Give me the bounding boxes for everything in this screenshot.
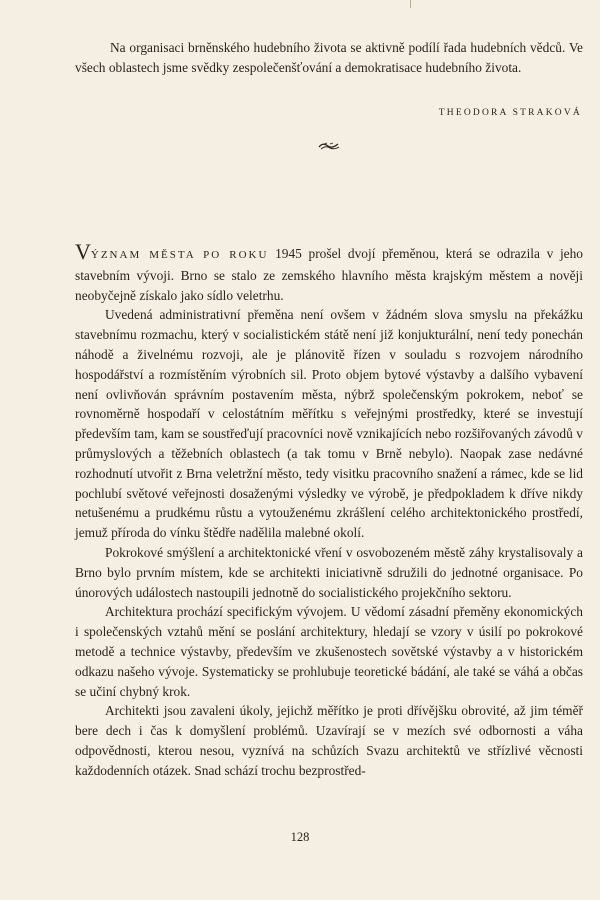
intro-section — [75, 38, 583, 78]
article-body — [75, 239, 584, 781]
lead-smallcaps: ÝZNAM MĚSTA PO ROKU — [90, 249, 269, 261]
drop-cap: V — [75, 239, 91, 264]
page-edge-mark — [410, 0, 411, 8]
article-paragraph: Architektura prochází specifickým vývojem. U vědomí zásadní přeměny ekonomických i společenských vztahů mění se poslání architektury, hledají se vzory v úsilí po pokrokové metodě a technice výstavby, především ve zkušenostech sovětské výstavby a v historickém odkazu našeho vývoje. Systematicky se prohlubuje teoretické bádání, ale také se váhá a občas se učiní chybný krok. — [75, 604, 583, 699]
article-paragraph: Architekti jsou zavaleni úkoly, jejichž měřítko je proti dřívějšku obrovité, až jim téměř bere dech i čas k domyšlení problémů. Uzavírají se v mezích své odbornosti a váha odpovědnosti, kterou nesou, vyznívá na schůzích Svazu architektů ve střízlivé věcnosti každodenních otázek. Snad schází trochu bezprostřed- — [75, 703, 583, 778]
page-number: 128 — [290, 830, 310, 844]
lead-text: 1945 prošel dvojí přeměnou, která se odrazila v jeho stavebním vývoji. Brno se stalo ze zemského hlavního města krajským městem a nověji neobyčejně získalo jako sídlo veletrhu. — [75, 246, 584, 303]
intro-paragraph: Na organisaci brněnského hudebního života se aktivně podílí řada hudebních vědců. Ve všech oblastech jsme svědky zespolečenšťování a demokratisace hudebního života. — [75, 40, 583, 75]
article-paragraph: Uvedená administrativní přeměna není ovšem v žádném slova smyslu na překážku stavebnímu rozmachu, který v socialistickém státě není již konjukturální, není tedy ponechán náhodě a živelnému rozvoji, ale je plánovitě řízen v souladu s rozvojem národního hospodářství a rozmístěním výrobních sil. Proto objem bytové výstavby a dalšího vybavení není ovlivňován správním postavením města, nýbrž společenským pokrokem, neboť se rovnoměrně hospodaří v celostátním měřítku s veřejnými prostředky, které se investují především tam, kam se soustřeďují pracovníci nově vznikajících nebo rozšiřovaných závodů v průmyslových a těžebních oblastech (a tak tomu v Brně nebylo). Naopak zase nedávné rozhodnutí utvořit z Brna veletržní město, tedy visitku pracovního snažení a rámec, kde se lid pochlubí světové veřejnosti dosaženými výsledky ve výrobě, je předpokladem k dříve nikdy netušenému a prudkému růstu a vytouženému zkrášlení celého architektonického prostředí, jemuž příroda do vínku štědře nadělila malebné okolí. — [75, 307, 583, 541]
article-lead-paragraph — [75, 239, 584, 305]
decorative-fleuron-icon — [318, 140, 340, 152]
author-signature: THEODORA STRAKOVÁ — [438, 108, 582, 118]
article-paragraph: Pokrokové smýšlení a architektonické vření v osvobozeném městě záhy krystalisovaly a Brno bylo prvním místem, kde se architekti iniciativně sdružili do jednotné organisace. Po únorových událostech nastoupili jednotně do socialistického projekčního sektoru. — [75, 544, 583, 600]
